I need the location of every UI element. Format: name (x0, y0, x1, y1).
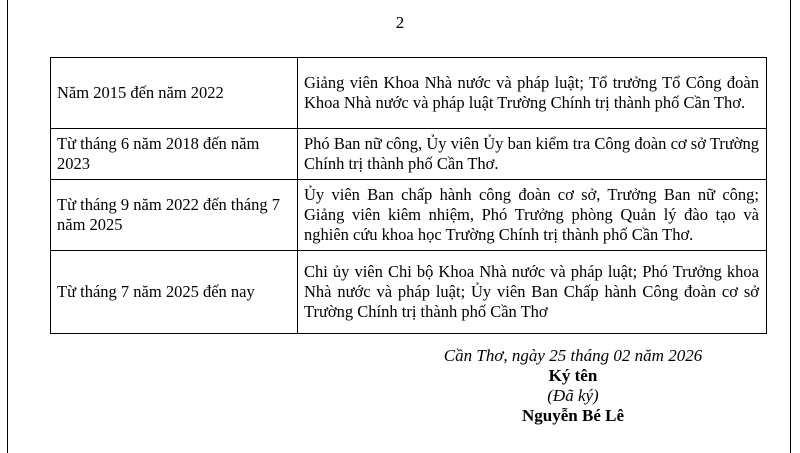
period-cell: Từ tháng 6 năm 2018 đến năm 2023 (51, 129, 298, 180)
description-cell: Phó Ban nữ công, Ủy viên Ủy ban kiểm tra Công đoàn cơ sở Trường Chính trị thành phố Cần Thơ. (298, 129, 767, 180)
table-row (51, 58, 767, 129)
table-row (51, 129, 767, 180)
period-cell: Từ tháng 7 năm 2025 đến nay (51, 251, 298, 334)
signature-label: Ký tên (548, 366, 598, 385)
signature-status: (Đã ký) (547, 386, 599, 405)
signer-name: Nguyễn Bé Lê (522, 406, 624, 425)
description-cell: Chi ủy viên Chi bộ Khoa Nhà nước và pháp luật; Phó Trưởng khoa Nhà nước và pháp luật; Ủy viên Ban Chấp hành Công đoàn cơ sở Trường Chính trị thành phố Cần Thơ (298, 251, 767, 334)
period-cell: Năm 2015 đến năm 2022 (51, 58, 298, 129)
description-cell: Giảng viên Khoa Nhà nước và pháp luật; Tổ trưởng Tổ Công đoàn Khoa Nhà nước và pháp luật Trường Chính trị thành phố Cần Thơ. (298, 58, 767, 129)
table-row (51, 251, 767, 334)
career-history-table (50, 57, 767, 334)
description-cell: Ủy viên Ban chấp hành công đoàn cơ sở, Trưởng Ban nữ công; Giảng viên kiêm nhiệm, Phó Trưởng phòng Quản lý đào tạo và nghiên cứu khoa học Trường Chính trị thành phố Cần Thơ. (298, 180, 767, 251)
period-cell: Từ tháng 9 năm 2022 đến tháng 7 năm 2025 (51, 180, 298, 251)
table-row (51, 180, 767, 251)
page-number: 2 (395, 13, 405, 32)
document-page (7, 0, 791, 453)
signature-block (403, 346, 743, 426)
signature-date: Cần Thơ, ngày 25 tháng 02 năm 2026 (443, 346, 703, 365)
